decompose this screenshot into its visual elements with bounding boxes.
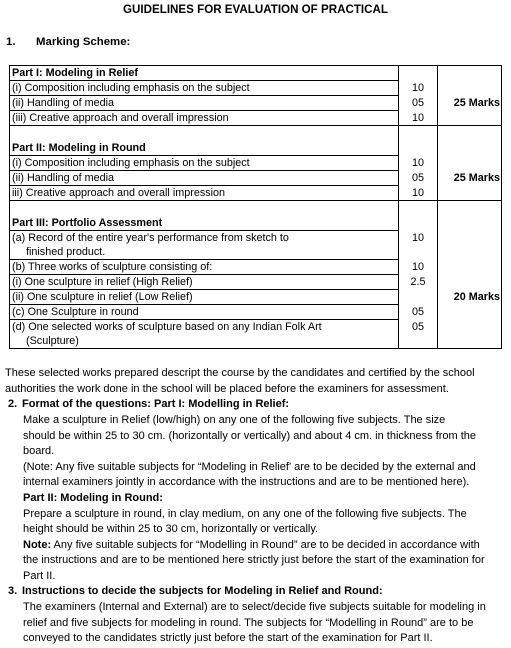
part3-total-cell <box>438 260 502 275</box>
part1-total: 25 Marks <box>438 96 502 111</box>
part3-mark-cell <box>399 216 438 231</box>
part3-mark: 2.5 <box>399 275 438 290</box>
text-line: Part II. <box>23 569 56 582</box>
part3-row: (d) One selected works of sculpture based on any Indian Folk Art <box>10 320 399 335</box>
part3-heading: Part III: Portfolio Assessment <box>10 216 399 231</box>
part3-row: (a) Record of the entire year's performance from sketch to <box>10 231 399 246</box>
after-table-paragraph <box>5 366 505 397</box>
section-3-heading <box>8 584 498 600</box>
note-line <box>23 538 508 554</box>
text-line: Prepare a sculpture in round, in clay medium, on any one of the following five subjects. The <box>23 507 467 520</box>
part2-mark: 10 <box>399 156 438 171</box>
part2-mark: 10 <box>399 186 438 201</box>
part1-row: (iii) Creative approach and overall impression <box>10 111 399 126</box>
text-line: conveyed to the candidates strictly just before the start of the examination for Part II. <box>23 632 433 645</box>
part3-mark <box>399 290 438 305</box>
part1-mark: 05 <box>399 96 438 111</box>
text-line: The examiners (Internal and External) are to select/decide five subjects suitable for modeling in <box>23 601 486 613</box>
part2-row: (i) Composition including emphasis on the subject <box>10 156 399 171</box>
text-line: board. <box>23 445 55 458</box>
part2-row: (ii) Handling of media <box>10 171 399 186</box>
part1-mark-cell <box>399 66 438 81</box>
part2-total-cell <box>438 141 502 156</box>
part3-total-cell <box>438 320 502 335</box>
part3-mark: 10 <box>399 231 438 246</box>
part2-total-cell <box>438 186 502 201</box>
note-label: Note: <box>23 538 52 551</box>
part3-row: (Sculpture) <box>10 334 399 349</box>
section-2-body <box>23 413 508 585</box>
text-line: authorities the work done in the school will be placed before the examiners for assessment. <box>5 382 449 395</box>
text-line: internal examiners jointly in accordance with the instructions and are to be mentioned here). <box>23 476 470 489</box>
part1-total-cell <box>438 81 502 96</box>
part3-total-cell <box>438 275 502 290</box>
section-3-body <box>23 600 508 647</box>
spacer-cell <box>438 126 502 142</box>
part2-total-cell <box>438 156 502 171</box>
part3-mark <box>399 334 438 349</box>
part3-total: 20 Marks <box>438 290 502 305</box>
part3-row: finished product. <box>10 245 399 260</box>
part3-total-cell <box>438 334 502 349</box>
section-1-number: 1. <box>6 36 16 48</box>
spacer-cell <box>10 126 399 142</box>
part1-mark: 10 <box>399 81 438 96</box>
marking-scheme-table <box>9 65 502 349</box>
part1-row: (i) Composition including emphasis on the subject <box>10 81 399 96</box>
text-line: height should be within 25 to 30 cm, horizontally or vertically. <box>23 523 319 536</box>
part3-row: (b) Three works of sculpture consisting of: <box>10 260 399 275</box>
section-3-number: 3. <box>8 585 18 597</box>
part2-mark-cell <box>399 141 438 156</box>
part3-total-cell <box>438 245 502 260</box>
part2-total: 25 Marks <box>438 171 502 186</box>
part1-total-cell <box>438 66 502 81</box>
part3-mark: 10 <box>399 260 438 275</box>
text-line: Make a sculpture in Relief (low/high) on any one of the following five subjects. The size <box>23 414 446 426</box>
spacer-cell <box>399 201 438 217</box>
part3-mark <box>399 245 438 260</box>
part3-total-cell <box>438 305 502 320</box>
section-1-heading <box>6 36 131 48</box>
part2-heading: Part II: Modeling in Round <box>10 141 399 156</box>
part2-row: iii) Creative approach and overall impression <box>10 186 399 201</box>
part2-mark: 05 <box>399 171 438 186</box>
text-line: (Note: Any five suitable subjects for “Modeling in Relief' are to be decided by the external and <box>23 460 476 473</box>
page-title: GUIDELINES FOR EVALUATION OF PRACTICAL <box>123 3 388 16</box>
part3-total-cell <box>438 216 502 231</box>
part3-total-cell <box>438 231 502 246</box>
section-1-label: Marking Scheme: <box>36 36 131 48</box>
part3-mark: 05 <box>399 320 438 335</box>
section-2-heading <box>8 397 498 413</box>
part3-row: (ii) One sculpture in relief (Low Relief) <box>10 290 399 305</box>
text-line: These selected works prepared descript the course by the candidates and certified by the school <box>5 367 475 379</box>
sub-heading-round: Part II: Modeling in Round: <box>23 491 163 504</box>
text-line: Any five suitable subjects for “Modelling in Round” are to be decided in accordance with <box>51 538 480 551</box>
spacer-cell <box>399 126 438 142</box>
part3-row: (i) One sculpture in relief (High Relief) <box>10 275 399 290</box>
part1-total-cell <box>438 111 502 126</box>
part1-heading: Part I: Modeling in Relief <box>10 66 399 81</box>
section-2-number: 2. <box>8 398 18 410</box>
spacer-cell <box>438 201 502 217</box>
spacer-cell <box>10 201 399 217</box>
section-2-title: Format of the questions: Part I: Modelling in Relief: <box>22 398 290 410</box>
part3-row: (c) One Sculpture in round <box>10 305 399 320</box>
part1-mark: 10 <box>399 111 438 126</box>
part3-mark: 05 <box>399 305 438 320</box>
section-3-title: Instructions to decide the subjects for Modeling in Relief and Round: <box>22 585 383 597</box>
text-line: the instructions and are to be mentioned here strictly just before the start of the examination for <box>23 554 485 567</box>
text-line: should be within 25 to 30 cm. (horizontally or vertically) and about 4 cm. in thickness from the <box>23 429 477 442</box>
part1-row: (ii) Handling of media <box>10 96 399 111</box>
text-line: relief and five subjects for modeling in round. The subjects for “Modelling in Round” are to be <box>23 616 474 629</box>
